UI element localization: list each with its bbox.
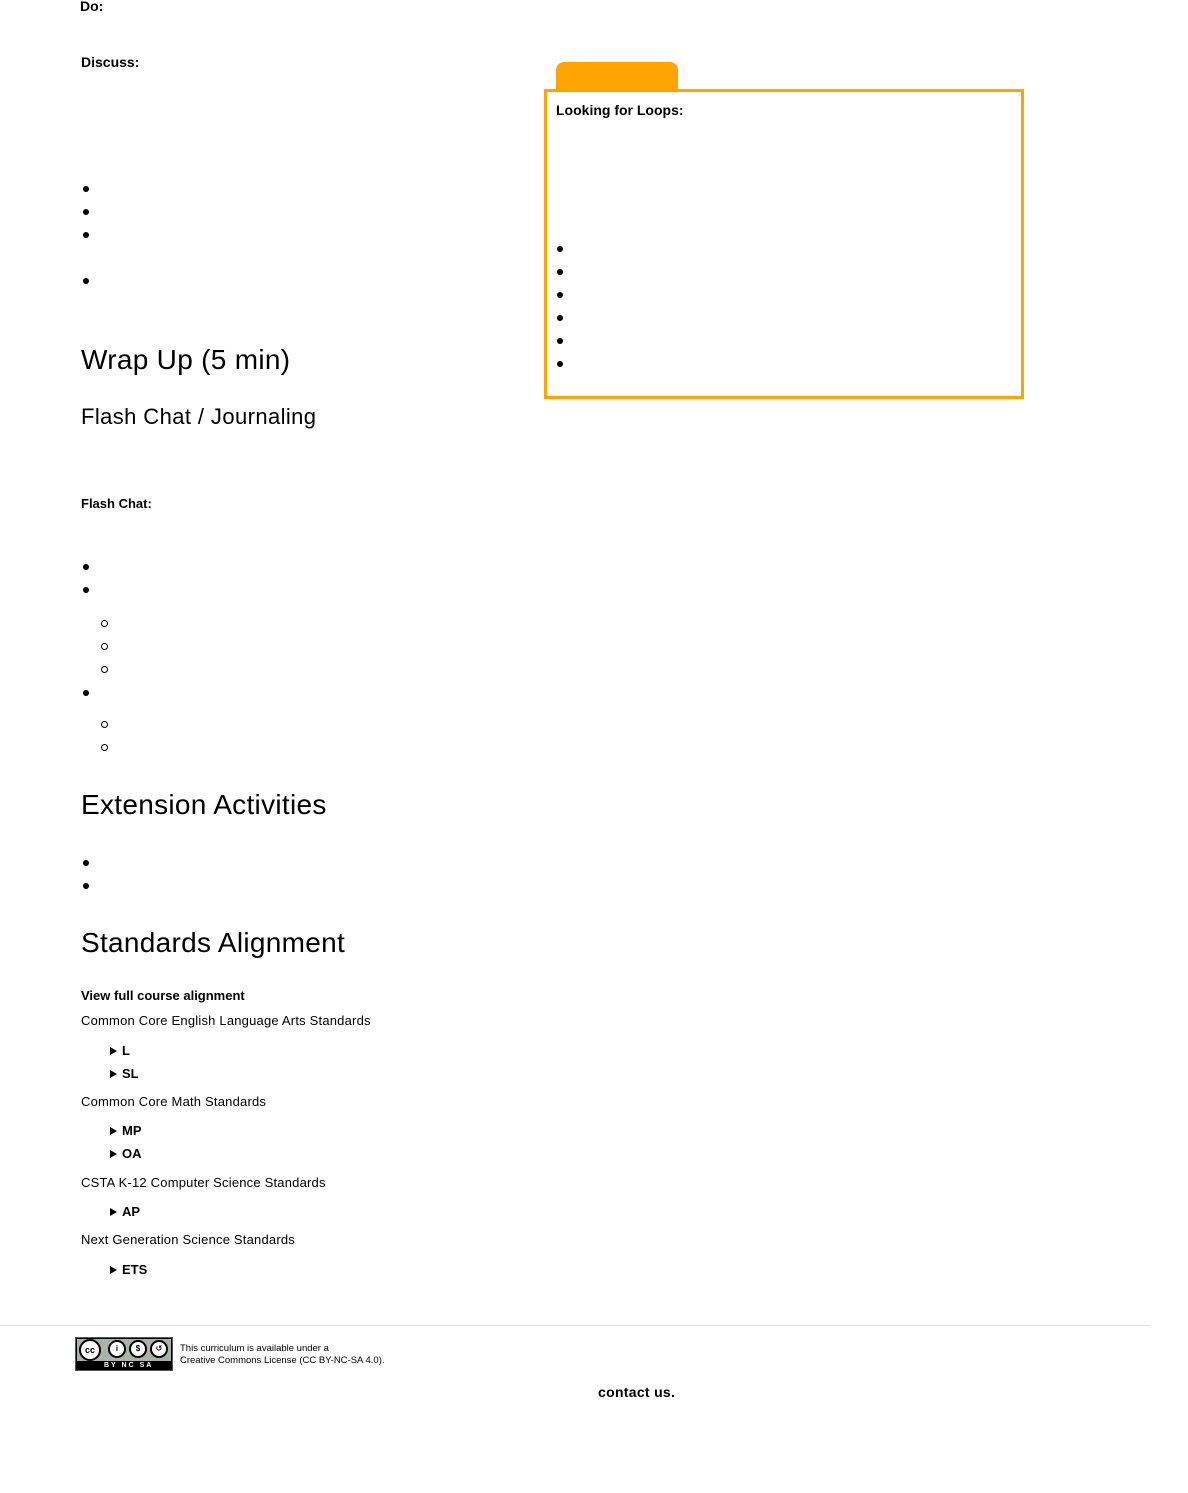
list-bullet — [557, 269, 563, 275]
cc-icon: cc — [79, 1339, 101, 1361]
contact-link[interactable]: contact us. — [598, 1384, 676, 1400]
list-bullet — [557, 246, 563, 252]
list-bullet — [83, 278, 89, 284]
cc-badge-text: BY NC SA — [104, 1362, 154, 1369]
sublist-bullet — [101, 643, 108, 650]
standard-group-title: Common Core English Language Arts Standards — [81, 1013, 371, 1028]
by-icon: i — [108, 1340, 126, 1358]
standard-toggle-l[interactable]: L — [110, 1043, 130, 1058]
sublist-bullet — [101, 666, 108, 673]
callout-title: Looking for Loops: — [556, 102, 684, 118]
do-label: Do: — [80, 0, 104, 14]
standard-toggle-mp[interactable]: MP — [110, 1123, 142, 1138]
list-bullet — [83, 860, 89, 866]
nc-icon: $ — [129, 1340, 147, 1358]
list-bullet — [83, 587, 89, 593]
sublist-bullet — [101, 620, 108, 627]
disclosure-triangle-icon — [110, 1150, 117, 1158]
standard-group-title: Next Generation Science Standards — [81, 1232, 295, 1247]
wrap-up-subheading: Flash Chat / Journaling — [81, 404, 317, 429]
callout-tab — [556, 62, 678, 92]
list-bullet — [83, 186, 89, 192]
list-bullet — [83, 232, 89, 238]
license-text: This curriculum is available under a Creative Commons License (CC BY-NC-SA 4.0). — [180, 1343, 385, 1366]
list-bullet — [83, 883, 89, 889]
footer-divider — [0, 1325, 1150, 1326]
disclosure-triangle-icon — [110, 1127, 117, 1135]
flash-chat-label: Flash Chat: — [81, 496, 152, 511]
list-bullet — [557, 361, 563, 367]
wrap-up-heading: Wrap Up (5 min) — [81, 344, 291, 375]
standard-group-title: CSTA K-12 Computer Science Standards — [81, 1175, 326, 1190]
standards-heading: Standards Alignment — [81, 927, 346, 958]
disclosure-triangle-icon — [110, 1208, 117, 1216]
list-bullet — [557, 292, 563, 298]
disclosure-triangle-icon — [110, 1070, 117, 1078]
standard-toggle-oa[interactable]: OA — [110, 1146, 142, 1161]
callout-box — [544, 89, 1024, 399]
cc-license-badge[interactable] — [75, 1337, 173, 1371]
sublist-bullet — [101, 721, 108, 728]
list-bullet — [83, 564, 89, 570]
discuss-label: Discuss: — [81, 54, 140, 70]
full-alignment-link[interactable]: View full course alignment — [81, 988, 245, 1003]
standard-toggle-ets[interactable]: ETS — [110, 1262, 147, 1277]
list-bullet — [83, 690, 89, 696]
standard-group-title: Common Core Math Standards — [81, 1094, 267, 1109]
extension-heading: Extension Activities — [81, 789, 327, 820]
list-bullet — [557, 338, 563, 344]
standard-toggle-sl[interactable]: SL — [110, 1066, 139, 1081]
sublist-bullet — [101, 744, 108, 751]
list-bullet — [83, 209, 89, 215]
disclosure-triangle-icon — [110, 1266, 117, 1274]
standard-toggle-ap[interactable]: AP — [110, 1204, 140, 1219]
list-bullet — [557, 315, 563, 321]
license-link[interactable]: Creative Commons License (CC BY-NC-SA 4.0). — [180, 1355, 385, 1366]
disclosure-triangle-icon — [110, 1047, 117, 1055]
sa-icon: ↺ — [150, 1340, 168, 1358]
